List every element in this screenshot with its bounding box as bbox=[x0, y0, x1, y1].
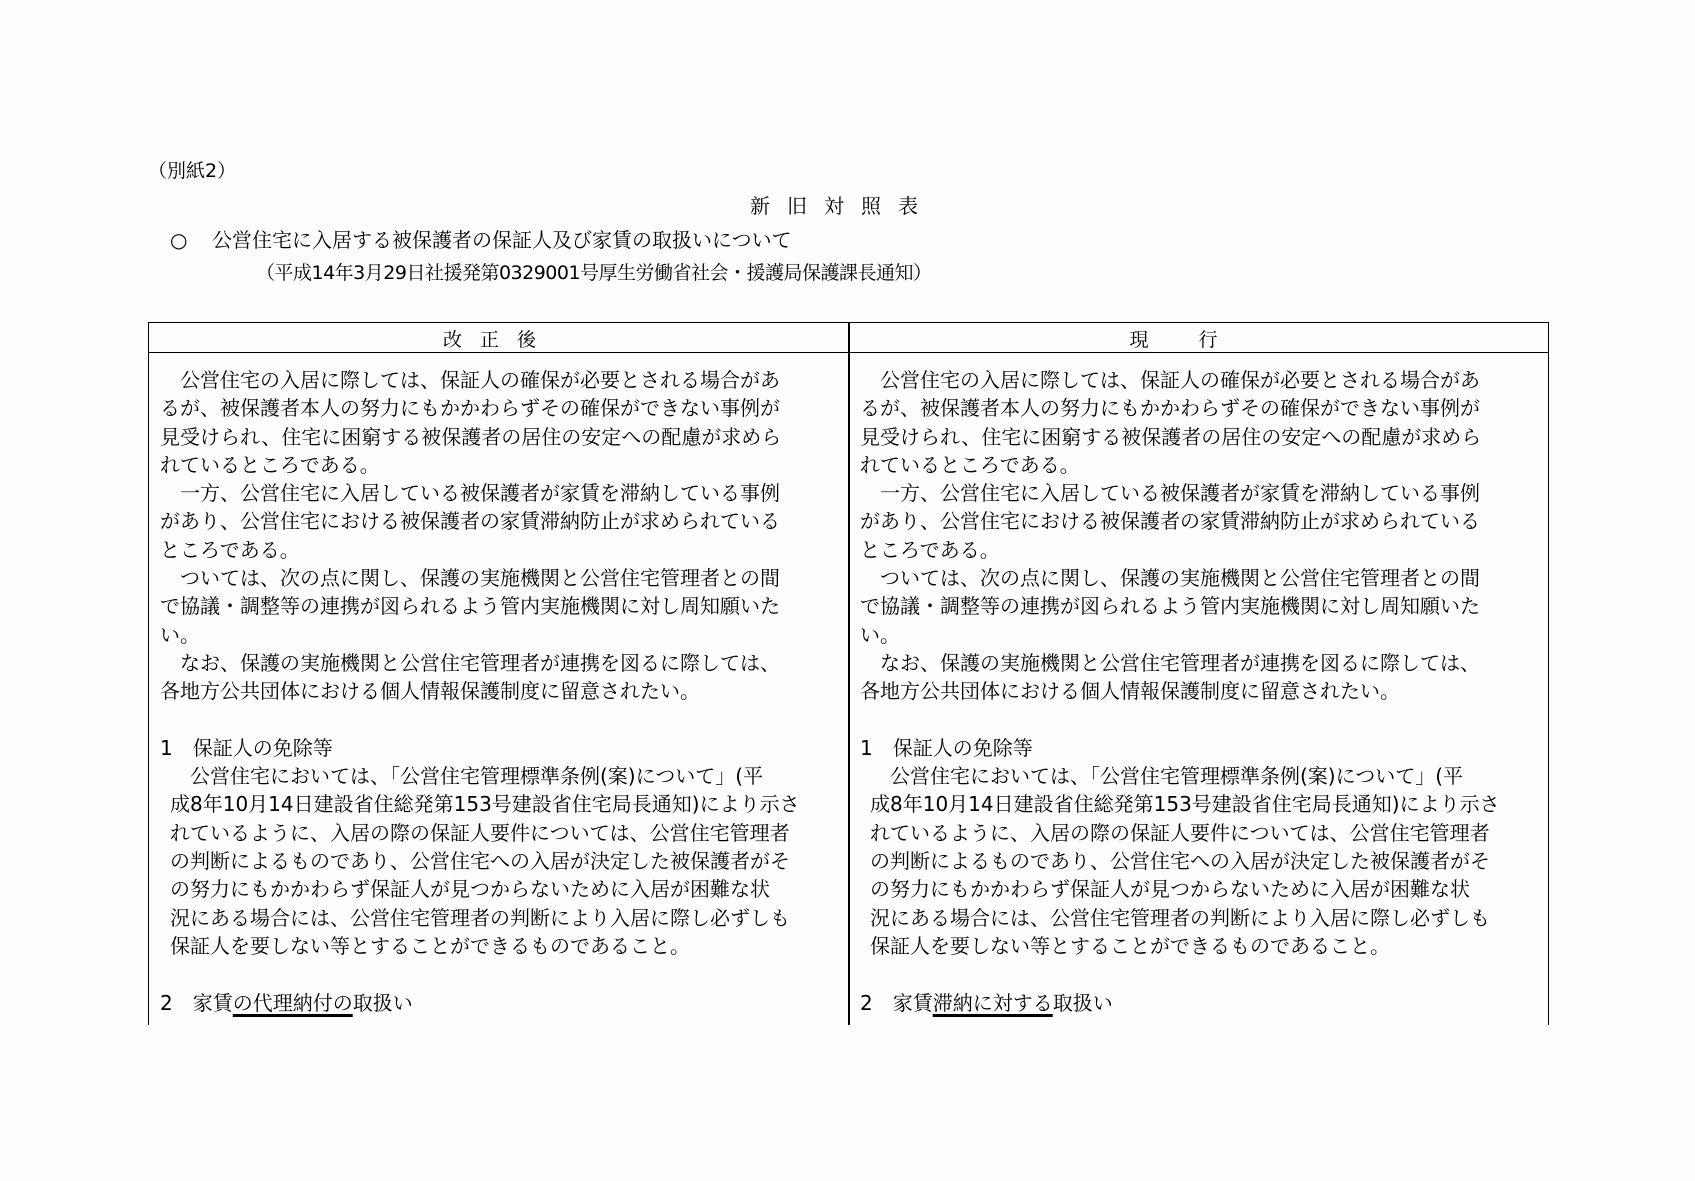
section2-title bbox=[860, 989, 1550, 1017]
spacer bbox=[160, 706, 850, 734]
section2-title bbox=[160, 989, 850, 1017]
section1-line: れているように、入居の際の保証人要件については、公営住宅管理者 bbox=[870, 820, 1490, 845]
spacer bbox=[860, 706, 1550, 734]
spacer bbox=[860, 960, 1550, 988]
intro-line: ところである。 bbox=[860, 537, 1000, 562]
intro-line: ついては、次の点に関し、保護の実施機関と公営住宅管理者との間 bbox=[860, 566, 1480, 591]
section1-title: 1 保証人の免除等 bbox=[860, 735, 1033, 760]
intro-line: なお、保護の実施機関と公営住宅管理者が連携を図るに際しては、 bbox=[860, 650, 1480, 675]
section1-line: の努力にもかかわらず保証人が見つからないために入居が困難な状 bbox=[870, 877, 1470, 902]
amended-text: 滞納に対する bbox=[932, 990, 1053, 1015]
intro-line: があり、公営住宅における被保護者の家賃滞納防止が求められている bbox=[860, 509, 1480, 534]
document-title: 新旧対照表 bbox=[750, 194, 935, 218]
spacer bbox=[160, 960, 850, 988]
intro-line: 見受けられ、住宅に困窮する被保護者の居住の安定への配慮が求めら bbox=[860, 424, 1482, 449]
amended-text: の代理納付の bbox=[232, 990, 353, 1015]
intro-line: れているところである。 bbox=[160, 452, 380, 477]
intro-line: れているところである。 bbox=[860, 452, 1080, 477]
table-header-row bbox=[149, 323, 1548, 353]
intro-line: 一方、公営住宅に入居している被保護者が家賃を滞納している事例 bbox=[860, 481, 1480, 506]
header-current: 現行 bbox=[1129, 329, 1268, 351]
section1-line: れているように、入居の際の保証人要件については、公営住宅管理者 bbox=[170, 820, 790, 845]
intro-line: があり、公営住宅における被保護者の家賃滞納防止が求められている bbox=[160, 509, 780, 534]
subject-line bbox=[170, 224, 792, 253]
revised-column bbox=[160, 366, 850, 1017]
circle-bullet-icon: ○ bbox=[170, 228, 188, 252]
section1-line: の努力にもかかわらず保証人が見つからないために入居が困難な状 bbox=[170, 877, 770, 902]
intro-line: で協議・調整等の連携が図られるよう管内実施機関に対し周知願いた bbox=[860, 594, 1480, 619]
intro-line: い。 bbox=[160, 622, 200, 647]
intro-line: 各地方公共団体における個人情報保護制度に留意されたい。 bbox=[160, 679, 700, 704]
intro-line: るが、被保護者本人の努力にもかかわらずその確保ができない事例が bbox=[160, 396, 780, 421]
section1-line: 況にある場合には、公営住宅管理者の判断により入居に際し必ずしも bbox=[870, 905, 1490, 930]
section1-line: の判断によるものであり、公営住宅への入居が決定した被保護者がそ bbox=[870, 849, 1490, 874]
section1-line: 公営住宅においては、「公営住宅管理標準条例(案)について」(平 bbox=[170, 764, 764, 789]
attachment-label: （別紙2） bbox=[148, 160, 237, 182]
intro-line: 見受けられ、住宅に困窮する被保護者の居住の安定への配慮が求めら bbox=[160, 424, 782, 449]
current-column bbox=[860, 366, 1550, 1017]
intro-line: い。 bbox=[860, 622, 900, 647]
intro-line: るが、被保護者本人の努力にもかかわらずその確保ができない事例が bbox=[860, 396, 1480, 421]
section1-line: 公営住宅においては、「公営住宅管理標準条例(案)について」(平 bbox=[870, 764, 1464, 789]
intro-line: 各地方公共団体における個人情報保護制度に留意されたい。 bbox=[860, 679, 1400, 704]
header-revised: 改正後 bbox=[442, 329, 554, 351]
section2-prefix: 2 家賃 bbox=[160, 990, 233, 1015]
section1-title: 1 保証人の免除等 bbox=[160, 735, 333, 760]
intro-line: 一方、公営住宅に入居している被保護者が家賃を滞納している事例 bbox=[160, 481, 780, 506]
intro-line: 公営住宅の入居に際しては、保証人の確保が必要とされる場合があ bbox=[160, 368, 780, 392]
section1-line: 保証人を要しない等とすることができるものであること。 bbox=[170, 933, 690, 958]
section1-line: 成8年10月14日建設省住総発第153号建設省住宅局長通知)により示さ bbox=[870, 792, 1500, 817]
intro-line: 公営住宅の入居に際しては、保証人の確保が必要とされる場合があ bbox=[860, 368, 1480, 392]
intro-line: で協議・調整等の連携が図られるよう管内実施機関に対し周知願いた bbox=[160, 594, 780, 619]
intro-line: なお、保護の実施機関と公営住宅管理者が連携を図るに際しては、 bbox=[160, 650, 780, 675]
section1-line: 成8年10月14日建設省住総発第153号建設省住宅局長通知)により示さ bbox=[170, 792, 800, 817]
subject-text: 公営住宅に入居する被保護者の保証人及び家賃の取扱いについて bbox=[212, 228, 792, 252]
intro-line: ところである。 bbox=[160, 537, 300, 562]
section1-line: の判断によるものであり、公営住宅への入居が決定した被保護者がそ bbox=[170, 849, 790, 874]
source-notice: （平成14年3月29日社援発第0329001号厚生労働省社会・援護局保護課長通知） bbox=[256, 262, 932, 284]
section2-suffix: 取扱い bbox=[1052, 990, 1113, 1015]
section1-line: 保証人を要しない等とすることができるものであること。 bbox=[870, 933, 1390, 958]
intro-line: ついては、次の点に関し、保護の実施機関と公営住宅管理者との間 bbox=[160, 566, 780, 591]
section2-suffix: 取扱い bbox=[352, 990, 413, 1015]
section2-prefix: 2 家賃 bbox=[860, 990, 933, 1015]
section1-line: 況にある場合には、公営住宅管理者の判断により入居に際し必ずしも bbox=[170, 905, 790, 930]
comparison-table bbox=[148, 322, 1549, 1025]
